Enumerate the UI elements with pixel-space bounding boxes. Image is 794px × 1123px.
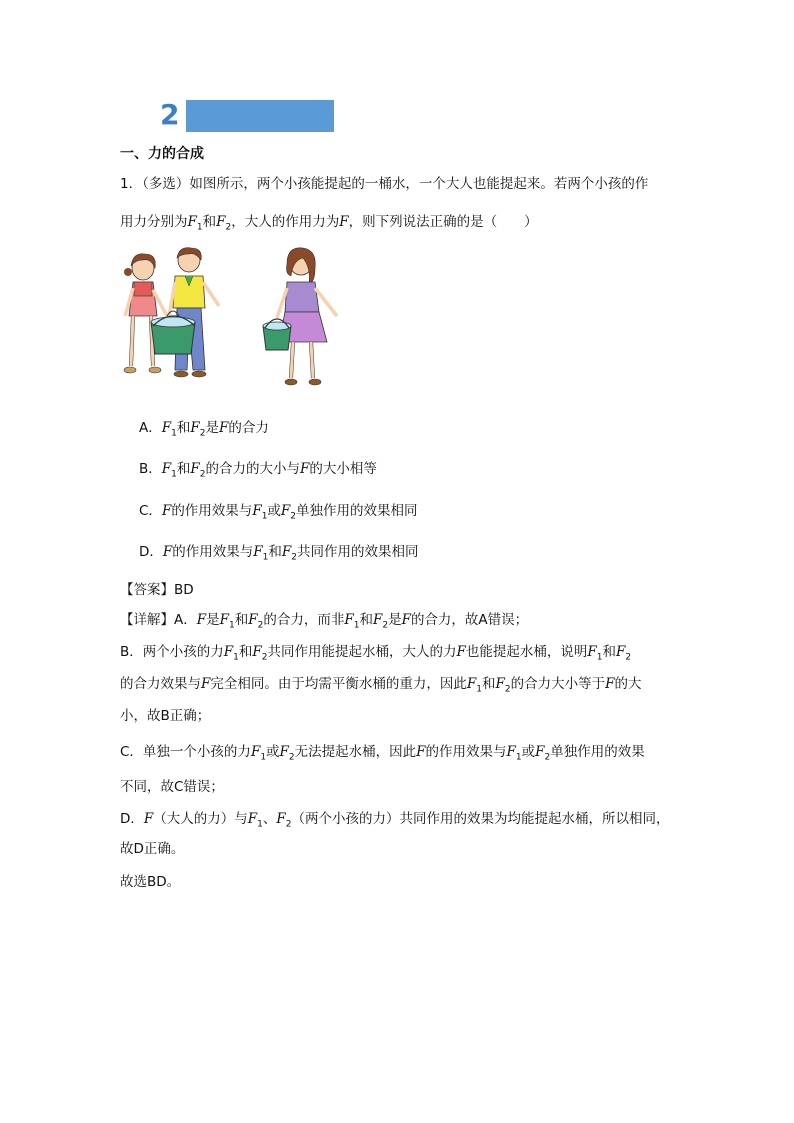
detail-line-d2: 故D正确。 [120,841,185,857]
section-title: 一、力的合成 [120,146,204,162]
detail-line-c1: C．单独一个小孩的力$F_1$或$F_2$无法提起水桶，因此F的作用效果与$F_1$或$F_2$单独作用的效果 [120,744,645,763]
detail-line-a: 【详解】A．F是$F_1$和$F_2$的合力，而非$F_1$和$F_2$是F的合力，故A错误； [120,612,529,631]
section-number-badge: 2 [160,98,179,131]
girl-figure [124,254,167,373]
detail-conclusion: 故选BD。 [120,874,181,890]
woman-figure [277,248,337,385]
question-line-2: 用力分别为$F_1$和$F_2$，大人的作用力为F，则下列说法正确的是（ ） [120,214,538,233]
answer-line: 【答案】BD [120,582,194,598]
option-b: B．$F_1$和$F_2$的合力的大小与F的大小相等 [139,461,377,480]
detail-line-b1: B．两个小孩的力$F_1$和$F_2$共同作用能提起水桶，大人的力F也能提起水桶，说明$F_1$和$F_2$ [120,644,632,663]
children-and-adult-carrying-bucket-illustration [115,246,345,394]
question-line-1: 1．（多选）如图所示，两个小孩能提起的一桶水，一个大人也能提起来。若两个小孩的作 [120,176,649,192]
option-a: A．$F_1$和$F_2$是F的合力 [139,420,269,439]
bucket-right [263,319,291,350]
option-c: C．F的作用效果与$F_1$或$F_2$单独作用的效果相同 [139,503,418,522]
detail-line-b2: 的合力效果与F完全相同。由于均需平衡水桶的重力，因此$F_1$和$F_2$的合力大小等于F的大 [120,676,642,695]
detail-line-b3: 小，故B正确； [120,708,211,724]
detail-line-d1: D．F（大人的力）与$F_1$、$F_2$（两个小孩的力）共同作用的效果为均能提起水桶，所以相同， [120,811,670,830]
detail-line-c2: 不同，故C错误； [120,779,224,795]
section-banner-bar [186,100,334,132]
option-d: D．F的作用效果与$F_1$和$F_2$共同作用的效果相同 [139,544,419,563]
